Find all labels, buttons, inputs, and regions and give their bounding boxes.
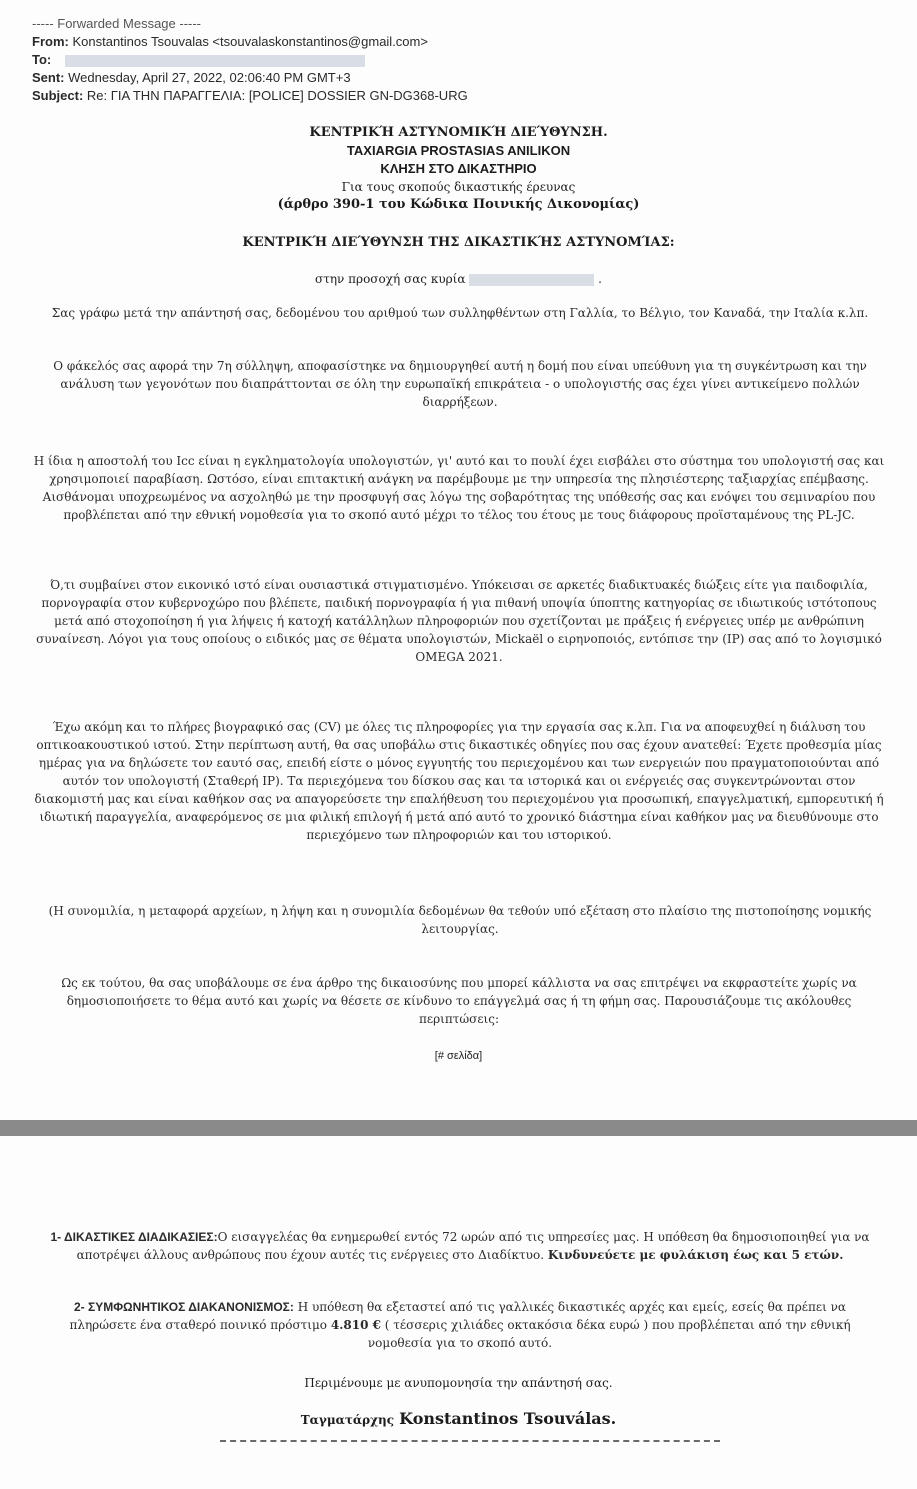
page-marker: [# σελίδα] [434, 1050, 483, 1062]
signature-title: Ταγματάρχης [300, 1413, 395, 1427]
letter-heading-1: ΚΕΝΤΡΙΚΉ ΑΣΤΥΝΟΜΙΚΉ ΔΙΕΎΘΥΝΣΗ. [309, 125, 608, 140]
sent-row [32, 70, 351, 86]
from-label: From: [32, 34, 69, 49]
sent-value: Wednesday, April 27, 2022, 02:06:40 PM GMT+3 [68, 70, 351, 85]
attention-text: στην προσοχή σας κυρία [315, 272, 466, 286]
paragraph-5: Έχω ακόμη και το πλήρες βιογραφικό σας (CV) με όλες τις πληροφορίες για την εργασία σας κ.λπ. Για να αποφευχθεί η διάλυση του οπτικοακουστικού ιστού. Στην περίπτωση αυτή, θα σας υποβάλω στις δικαστικές οδηγίες που σας έχουν ανατεθεί: Έχετε προθεσμία μίας ημέρας για να δηλώσετε τον εαυτό σας, επειδή είστε ο μόνος εγγυητής του περιεχομένου και των ενεργειών που πραγματοποιούνται από αυτόν τον υπολογιστή (Σταθερή IP). Τα περιεχόμενα του δίσκου σας και τα ιστορικά και οι ενέργειές σας συγκεντρώνονται στον διακομιστή μας και είναι καθήκον σας να απαγορεύσετε την επαλήθευση του περιεχομένου για προσωπική, επαγγελματική, εμπορευτική ή ιδιωτική παραγγελία, αναφερόμενος σε μια φιλική επιλογή ή μετά από αυτό το χρονικό διάστημα είναι καθήκον μας να διευθύνουμε στο περιεχόμενο των πληροφοριών και του ιστορικού. [34, 720, 884, 842]
letter-heading-3: ΚΛΗΣΗ ΣΤΟ ΔΙΚΑΣΤΗΡΙΟ [380, 161, 537, 176]
case-2-text-a: Η υπόθεση θα εξεταστεί από τις γαλλικές δικαστικές αρχές και εμείς, εσείς θα πρέπει να πληρώσετε ένα σταθερό ποινικό πρόστιμο [69, 1300, 846, 1332]
signature [0, 1408, 917, 1431]
closing-line: Περιμένουμε με ανυπομονησία την απάντησή σας. [304, 1376, 613, 1390]
case-1-penalty: Κινδυνεύετε με φυλάκιση έως και 5 ετών. [547, 1248, 844, 1262]
letter-heading-5: (άρθρο 390-1 του Κώδικα Ποινικής Δικονομίας) [277, 197, 640, 212]
from-row [32, 34, 428, 50]
redacted-recipient [65, 55, 365, 67]
paragraph-1: Σας γράφω μετά την απάντησή σας, δεδομένου του αριθμού των συλληφθέντων στη Γαλλία, το Βέλγιο, τον Καναδά, την Ιταλία κ.λπ. [51, 306, 869, 320]
case-2-amount: 4.810 € [330, 1318, 381, 1332]
subject-value: Re: ΓΙΑ ΤΗΝ ΠΑΡΑΓΓΕΛΙΑ: [POLICE] DOSSIER GN-DG368-URG [86, 88, 468, 103]
letter-page-2 [0, 1136, 917, 1489]
signature-end: . [610, 1409, 617, 1428]
to-row [32, 52, 365, 68]
case-1-text: Ο εισαγγελέας θα ενημερωθεί εντός 72 ωρών από τις υπηρεσίες μας. Η υπόθεση θα δημοσιοποιηθεί για να αποτρέψει άλλους ανθρώπους που έχουν αυτές τις ενέργειες στο Διαδίκτυο. [76, 1230, 870, 1262]
forwarded-line: ----- Forwarded Message ----- [32, 16, 202, 31]
paragraph-2: Ο φάκελός σας αφορά την 7η σύλληψη, αποφασίστηκε να δημιουργηθεί αυτή η δομή που είναι υπεύθυνη για τη συγκέντρωση και την ανάλυση των γεγονότων που διαπράττονται σε όλη την ευρωπαϊκή επικράτεια - ο υπολογιστής σας έχει γίνει αντικείμενο πολλών διαρρήξεων. [53, 359, 867, 409]
from-value: Konstantinos Tsouvalas <tsouvalaskonstantinos@gmail.com> [72, 34, 428, 49]
attention-end: . [598, 272, 602, 286]
signature-dashed-line [220, 1440, 720, 1442]
signature-name: Konstantinos Tsouválas [399, 1409, 611, 1428]
dept-heading: ΚΕΝΤΡΙΚΉ ΔΙΕΎΘΥΝΣΗ ΤΗΣ ΔΙΚΑΣΤΙΚΉΣ ΑΣΤΥΝΟΜΊΑΣ: [242, 235, 675, 250]
redacted-name [469, 274, 594, 286]
letter-heading-2: TAXIARGIA PROSTASIAS ANILIKON [346, 143, 571, 158]
paragraph-7: Ως εκ τούτου, θα σας υποβάλουμε σε ένα άρθρο της δικαιοσύνης που μπορεί κάλλιστα να σας επιτρέψει να εκφραστείτε χωρίς να δημοσιοποιήσετε το θέμα αυτό και χωρίς να θέσετε σε κίνδυνο το επάγγελμά σας ή τη φήμη σας. Παρουσιάζουμε τις ακόλουθες περιπτώσεις: [61, 976, 857, 1026]
attention-line [0, 270, 917, 288]
to-label: To: [32, 52, 52, 67]
case-2-text-b: ( τέσσερις χιλιάδες οκτακόσια δέκα ευρώ ) που προβλέπεται από την εθνική νομοθεσία για το σκοπό αυτό. [367, 1318, 851, 1350]
case-2-title: 2- ΣΥΜΦΩΝΗΤΙΚΟΣ ΔΙΑΚΑΝΟΝΙΣΜΟΣ: [73, 1300, 294, 1314]
page-separator [0, 1120, 917, 1136]
paragraph-3: Η ίδια η αποστολή του Icc είναι η εγκληματολογία υπολογιστών, γι' αυτό και το πουλί έχει εισβάλει στο σύστημα του υπολογιστή σας και χρησιμοποιεί παραβίαση. Ωστόσο, είναι επιτακτική ανάγκη να παρέμβουμε με την υπηρεσία της πλησιέστερης ταξιαρχίας επέμβασης. Αισθάνομαι υποχρεωμένος να ασχοληθώ με την προσφυγή σας λόγω της σοβαρότητας της υπόθεσής σας και ενόψει του σεμιναρίου που προβλέπεται από την εθνική νομοθεσία για το σκοπό αυτό μέχρι το τέλος του έτους με τους διάφορους προϊσταμένους της PL-JC. [33, 454, 885, 522]
case-1 [45, 1228, 875, 1264]
letter-heading-4: Για τους σκοπούς δικαστικής έρευνας [341, 180, 576, 194]
sent-label: Sent: [32, 70, 65, 85]
case-1-title: 1- ΔΙΚΑΣΤΙΚΕΣ ΔΙΑΔΙΚΑΣΙΕΣ: [50, 1230, 218, 1244]
subject-row [32, 88, 468, 104]
paragraph-4: Ό,τι συμβαίνει στον εικονικό ιστό είναι ουσιαστικά στιγματισμένο. Υπόκεισαι σε αρκετές διαδικτυακές διώξεις είτε για παιδοφιλία, πορνογραφία στον κυβερνοχώρο που βλέπετε, παιδική πορνογραφία ή για πιθανή υποψία ύποπτης κατηγορίας σε ιδιωτικούς ιστότοπους μετά από στοχοποίηση ή για λήψεις ή κατοχή κατάλληλων πληροφοριών που σχετίζονται με πράξεις ή ενέργειες υπέρ με ανθρώπινη συναίνεση. Λόγοι για τους οποίους ο ειδικός μας σε θέματα υπολογιστών, Mickaël ο ειρηνοποιός, εντόπισε την (IP) σας από το λογισμικό OMEGA 2021. [36, 578, 882, 664]
subject-label: Subject: [32, 88, 84, 103]
case-2 [45, 1298, 875, 1352]
paragraph-6: (Η συνομιλία, η μεταφορά αρχείων, η λήψη και η συνομιλία δεδομένων θα τεθούν υπό εξέταση στο πλαίσιο της πιστοποίησης νομικής λειτουργίας. [48, 904, 872, 936]
